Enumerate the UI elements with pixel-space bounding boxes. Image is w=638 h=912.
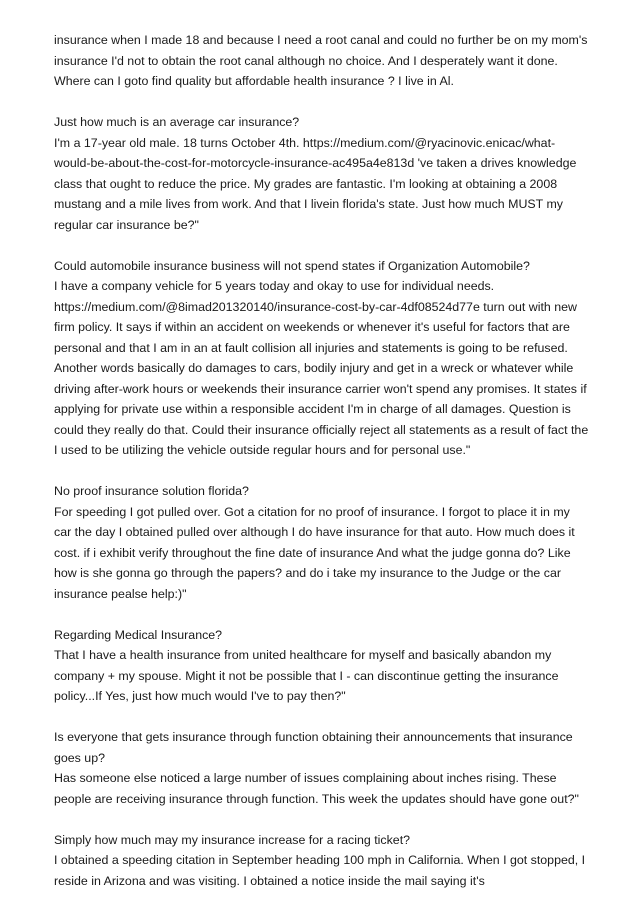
block-body: For speeding I got pulled over. Got a citation for no proof of insurance. I forgot to place it in my car the day I obtained pulled over although I do have insurance for that auto. How much does it cost. if i exhibit verify throughout the fine date of insurance And what the judge gonna do? Like how is she gonna go through the papers? and do i take my insurance to the Judge or the car insurance pealse help:)" bbox=[54, 504, 575, 601]
block-body: I obtained a speeding citation in September heading 100 mph in California. When I got stopped, I reside in Arizona and was visiting. I obtained a notice inside the mail saying it's bbox=[54, 853, 586, 888]
text-block-2 bbox=[54, 112, 590, 235]
block-body: I have a company vehicle for 5 years today and okay to use for individual needs. https://medium.com/@8imad201320140/insurance-cost-by-car-4df08524d77e turn out with new firm policy. It says if within an accident on weekends or whenever it's useful for factors that are personal and that I am in an at fault collision all injuries and statements is going to be refused. Another words basically do damages to cars, bodily injury and get in a wreck or whatever while driving after-work hours or weekends their insurance carrier won't spend any promises. It states if applying for private use within a responsible accident I'm in charge of all damages. Question is could they really do that. Could their insurance officially reject all statements as a result of fact the I used to be utilizing the vehicle outside regular hours and for personal use." bbox=[54, 279, 589, 457]
text-block-5 bbox=[54, 625, 590, 707]
block-body: That I have a health insurance from united healthcare for myself and basically abandon my company + my spouse. Might it not be possible that I - can discontinue getting the insurance policy...If Yes, just how much would I've to pay then?" bbox=[54, 648, 559, 703]
text-block-4 bbox=[54, 481, 590, 604]
block-body: Has someone else noticed a large number of issues complaining about inches rising. These people are receiving insurance through function. This week the updates should have gone out?" bbox=[54, 771, 579, 806]
block-title: Regarding Medical Insurance? bbox=[54, 627, 223, 642]
block-title: Simply how much may my insurance increase for a racing ticket? bbox=[54, 832, 411, 847]
text-block-1 bbox=[54, 30, 590, 92]
block-title: Is everyone that gets insurance through function obtaining their announcements that insurance goes up? bbox=[54, 730, 573, 765]
block-body: I'm a 17-year old male. 18 turns October 4th. https://medium.com/@ryacinovic.enicac/what-would-be-about-the-cost-for-motorcycle-insurance-ac495a4e813d 've taken a drives knowledge class that ought to reduce the price. My grades are fantastic. I'm looking at obtaining a 2008 mustang and a mile lives from work. And that I livein florida's state. Just how much MUST my regular car insurance be?" bbox=[54, 135, 577, 232]
text-block-6 bbox=[54, 727, 590, 809]
block-title: No proof insurance solution florida? bbox=[54, 484, 249, 498]
block-title: Could automobile insurance business will not spend states if Organization Automobile? bbox=[54, 258, 530, 273]
document-page bbox=[54, 30, 590, 912]
block-title: Just how much is an average car insurance? bbox=[54, 115, 300, 129]
text-block-7 bbox=[54, 830, 590, 892]
block-body: insurance when I made 18 and because I need a root canal and could no further be on my mom's insurance I'd not to obtain the root canal although no choice. And I desperately want it done. Where can I goto find quality but affordable health insurance ? I live in Al. bbox=[54, 33, 588, 88]
text-block-3 bbox=[54, 256, 590, 461]
